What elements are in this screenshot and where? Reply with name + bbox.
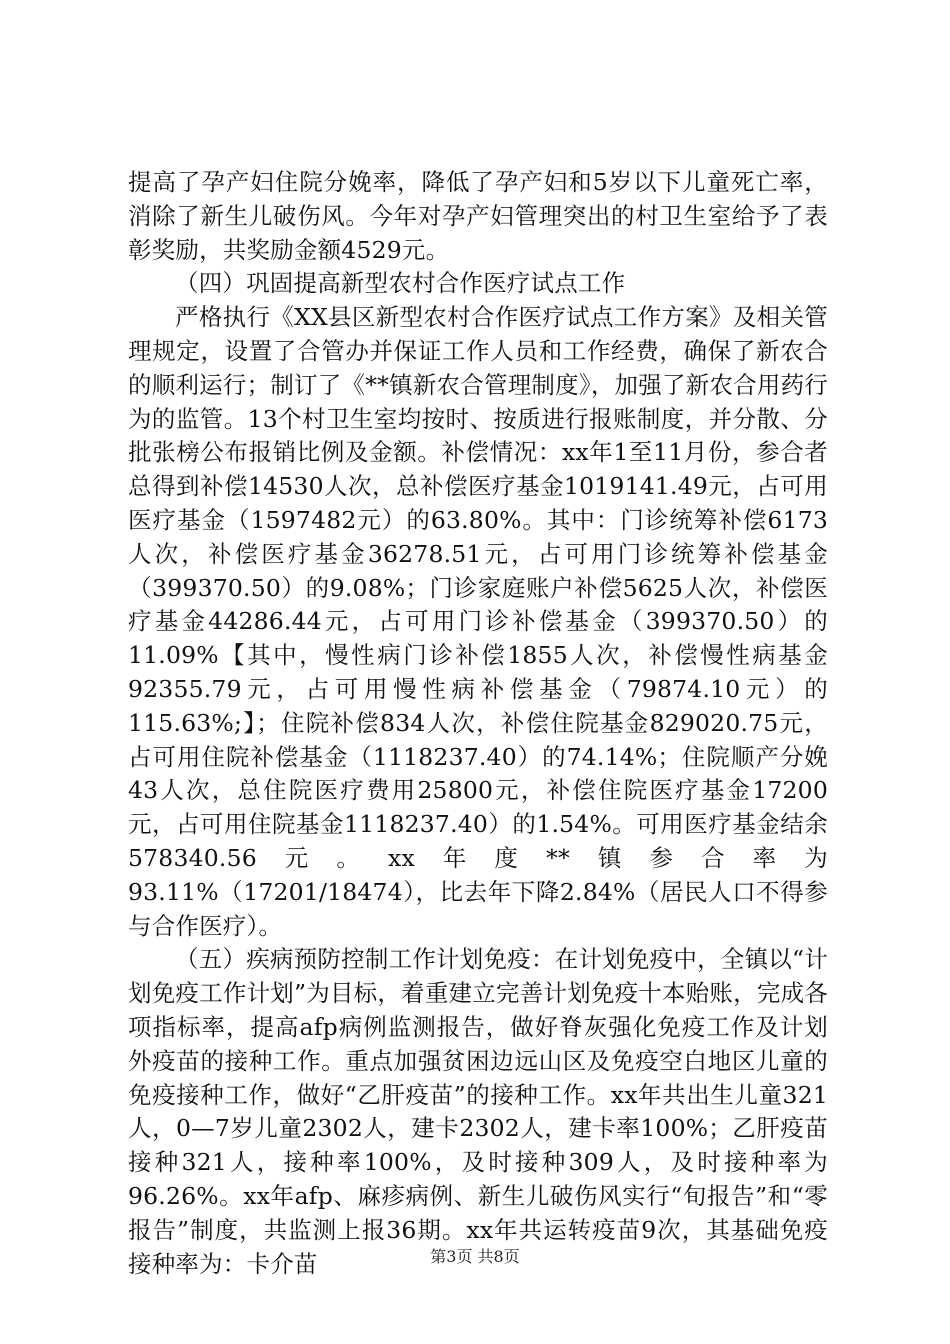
page-number-footer: 第3页 共8页 bbox=[430, 1247, 520, 1266]
paragraph-cooperative-medical: 严格执行《XX县区新型农村合作医疗试点工作方案》及相关管理规定，设置了合管办并保证工作人员和工作经费，确保了新农合的顺利运行；制订了《**镇新农合管理制度》，加强了新农合用药行为的监管。13个村卫生室均按时、按质进行报账制度，并分散、分批张榜公布报销比例及金额。补偿情况：xx年1至11月份，参合者总得到补偿14530人次，总补偿医疗基金1019141.49元，占可用医疗基金（1597482元）的63.80%。其中：门诊统筹补偿6173人次，补偿医疗基金36278.51元，占可用门诊统筹补偿基金（399370.50）的9.08%；门诊家庭账户补偿5625人次，补偿医疗基金44286.44元，占可用门诊补偿基金（399370.50）的11.09%【其中，慢性病门诊补偿1855人次，补偿慢性病基金92355.79元，占可用慢性病补偿基金（79874.10元）的115.63%;】；住院补偿834人次，补偿住院基金829020.75元，占可用住院补偿基金（1118237.40）的74.14%；住院顺产分娩43人次，总住院医疗费用25800元，补偿住院医疗基金17200元，占可用住院基金1118237.40）的1.54%。可用医疗基金结余578340.56元。xx年度**镇参合率为93.11%（17201/18474），比去年下降2.84%（居民人口不得参与合作医疗）。 bbox=[128, 303, 828, 940]
section-heading-cooperative-medical: （四）巩固提高新型农村合作医疗试点工作 bbox=[175, 269, 626, 298]
paragraph-disease-prevention: （五）疾病预防控制工作计划免疫：在计划免疫中，全镇以“计划免疫工作计划”为目标，着重建立完善计划免疫十本贻账，完成各项指标率，提高afp病例监测报告，做好脊灰强化免疫工作及计划外疫苗的接种工作。重点加强贫困边远山区及免疫空白地区儿童的免疫接种工作，做好“乙肝疫苗”的接种工作。xx年共出生儿童321人，0—7岁儿童2302人，建卡2302人，建卡率100%；乙肝疫苗接种321人，接种率100%，及时接种309人，及时接种率为96.26%。xx年afp、麻疹病例、新生儿破伤风实行“旬报告”和“零报告”制度，共监测上报36期。xx年共运转疫苗9次，其基础免疫接种率为：卡介苗 bbox=[128, 945, 828, 1278]
document-body bbox=[128, 166, 828, 1281]
paragraph-maternal-health: 提高了孕产妇住院分娩率，降低了孕产妇和5岁以下儿童死亡率，消除了新生儿破伤风。今年对孕产妇管理突出的村卫生室给予了表彰奖励，共奖励金额4529元。 bbox=[128, 168, 828, 264]
